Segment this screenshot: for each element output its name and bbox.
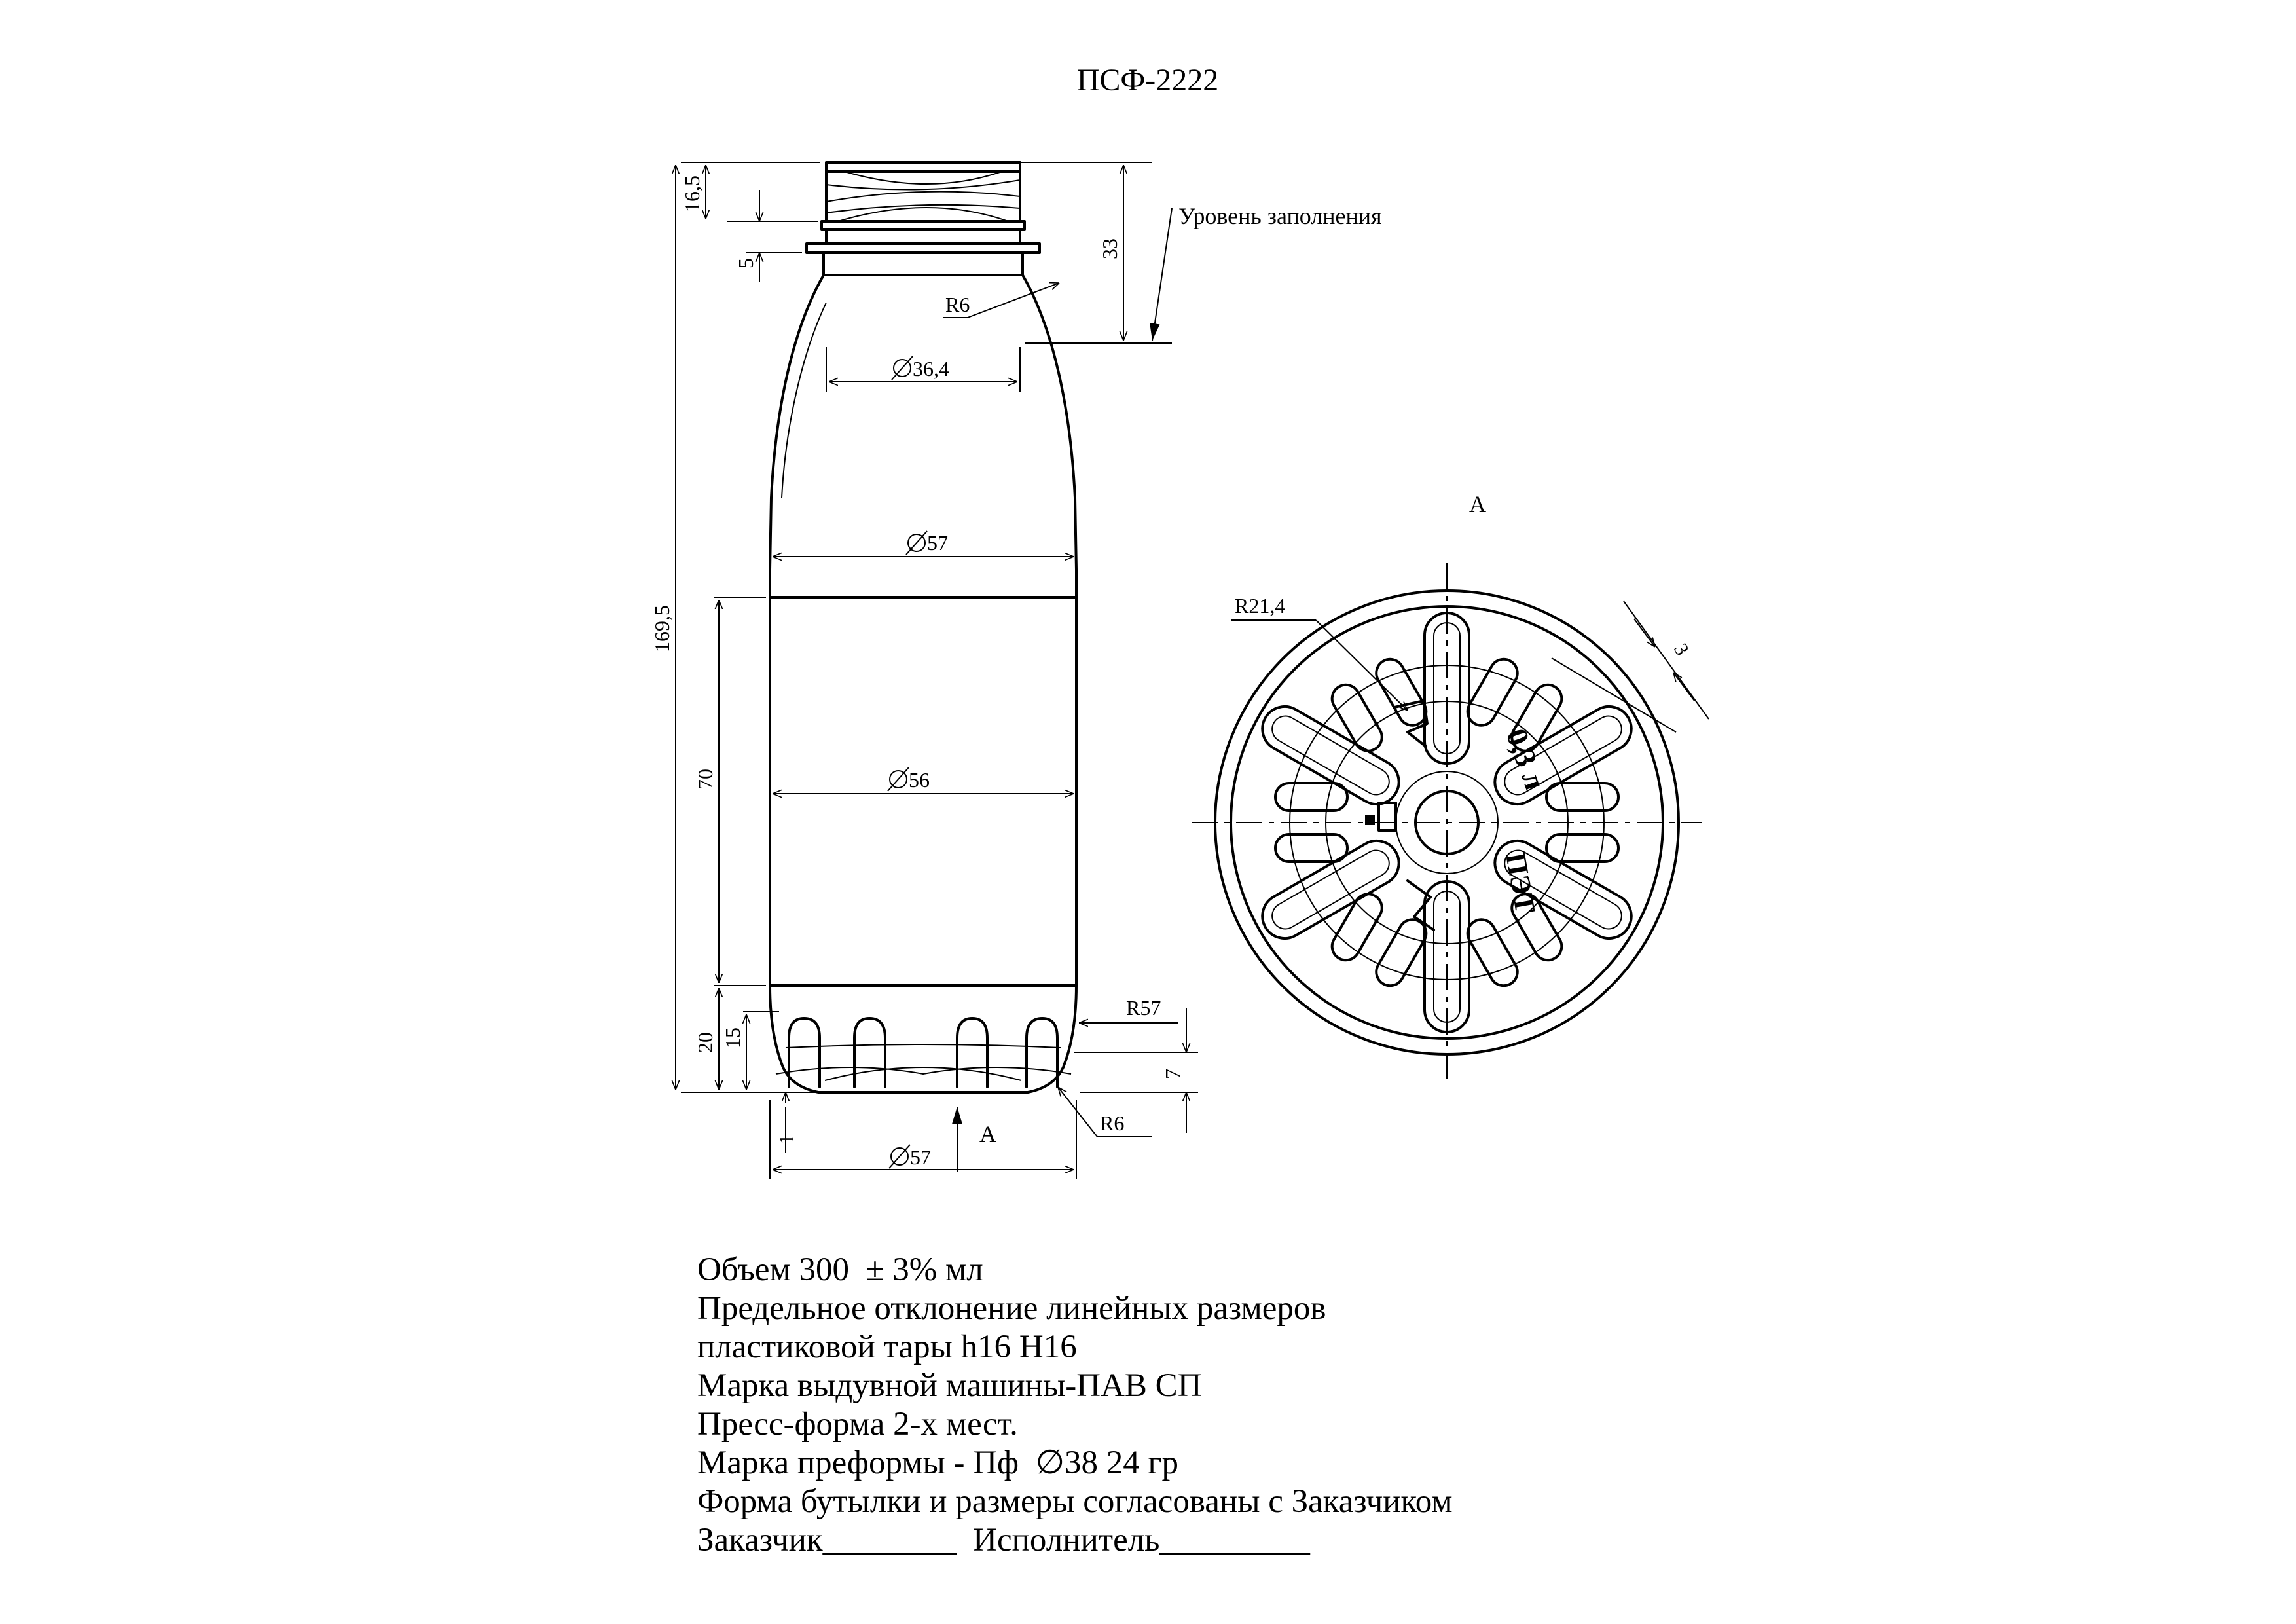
bottle-side-view xyxy=(770,162,1076,1092)
dim-clearance: 1 xyxy=(774,1134,798,1145)
dimension-lines xyxy=(676,162,1198,1179)
base-feet xyxy=(776,1018,1071,1087)
dim-body-diameter xyxy=(888,767,930,792)
note-line: Заказчик________ Исполнитель_________ xyxy=(697,1522,1310,1559)
bottom-mark-volume: 0,3 л xyxy=(1499,724,1552,794)
note-line: Марка преформы - Пф ∅38 24 гр xyxy=(697,1445,1178,1481)
dim-fill-depth: 33 xyxy=(1098,238,1121,259)
note-line: Пресс-форма 2-х мест. xyxy=(697,1406,1018,1443)
note-line: Марка выдувной машины-ПАВ СП xyxy=(697,1367,1202,1404)
dim-neck-ring: 5 xyxy=(734,258,757,268)
note-line: пластиковой тары h16 H16 xyxy=(697,1329,1077,1365)
dim-base-height-20: 20 xyxy=(693,1032,717,1053)
dim-base-diameter-value: 57 xyxy=(910,1145,931,1169)
bottom-mark-material: ПЭТ xyxy=(1499,850,1542,916)
note-line: Форма бутылки и размеры согласованы с Заказчиком xyxy=(697,1483,1453,1520)
dim-bottom-radius: R21,4 xyxy=(1235,594,1286,618)
drawing-title: ПСФ-2222 xyxy=(1076,63,1219,98)
dim-neck-diameter xyxy=(892,356,949,380)
dim-shoulder-diameter-value: 57 xyxy=(927,531,948,555)
dim-total-height: 169,5 xyxy=(650,605,674,652)
bottle-bottom-view xyxy=(1192,563,1702,1080)
bottle-outline xyxy=(770,275,1076,1092)
note-line: Предельное отклонение линейных размеров xyxy=(697,1290,1326,1327)
dim-rib-width: 3 xyxy=(1669,640,1694,659)
dim-label-panel-height: 70 xyxy=(693,769,717,790)
filling-level-label: Уровень заполнения xyxy=(1178,203,1382,229)
view-arrow-label: А xyxy=(979,1121,996,1147)
dim-base-radius-r57: R57 xyxy=(1126,996,1161,1020)
dim-neck-finish-height: 16,5 xyxy=(680,175,704,212)
note-line: Объем 300 ± 3% мл xyxy=(697,1251,983,1288)
dim-base-height-15: 15 xyxy=(721,1027,744,1048)
neck-thread xyxy=(807,162,1040,275)
dim-neck-diameter-value: 36,4 xyxy=(913,357,949,380)
view-a-label: А xyxy=(1469,491,1486,517)
dim-foot-height: 7 xyxy=(1161,1069,1184,1079)
bottom-foot xyxy=(1254,833,1407,947)
bottom-foot xyxy=(1254,699,1407,813)
dim-base-diameter xyxy=(889,1145,931,1169)
dim-body-diameter-value: 56 xyxy=(909,768,930,792)
dim-shoulder-diameter xyxy=(906,531,948,555)
dim-base-radius-r6: R6 xyxy=(1100,1111,1125,1135)
dim-neck-radius: R6 xyxy=(945,293,970,316)
notes-block xyxy=(697,1251,1453,1560)
bottom-embossing xyxy=(1365,701,1552,930)
